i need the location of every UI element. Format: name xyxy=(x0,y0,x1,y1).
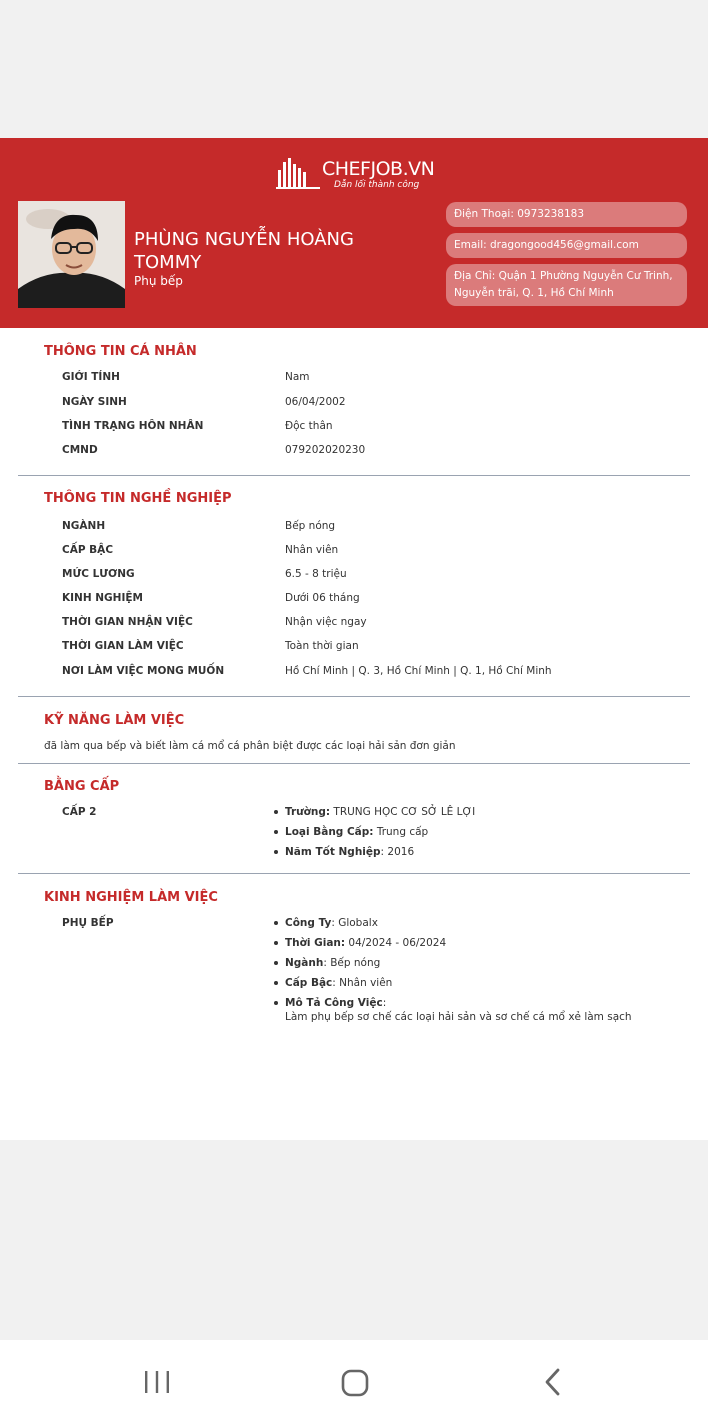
row-label: THỜI GIAN NHẬN VIỆC xyxy=(62,616,193,628)
career-section-title: THÔNG TIN NGHỀ NGHIỆP xyxy=(44,491,232,506)
list-item xyxy=(273,822,475,842)
row-label: TÌNH TRẠNG HÔN NHÂN xyxy=(62,420,204,432)
system-nav-bar xyxy=(0,1340,708,1423)
brand-slogan: Dẫn lối thành công xyxy=(334,180,420,190)
candidate-role: Phụ bếp xyxy=(134,274,183,288)
detail-key: Năm Tốt Nghiệp xyxy=(285,846,381,858)
cv-content xyxy=(0,328,708,1140)
section-divider xyxy=(18,873,690,874)
profile-photo-icon xyxy=(18,201,125,308)
cv-header xyxy=(0,138,708,328)
list-item xyxy=(273,842,475,862)
job-description: Làm phụ bếp sơ chế các loại hải sản và sơ chế cá mổ xẻ làm sạch xyxy=(285,1011,632,1023)
detail-value: : Bếp nóng xyxy=(323,957,381,969)
skills-text: đã làm qua bếp và biết làm cá mổ cá phân biệt được các loại hải sản đơn giản xyxy=(44,740,456,752)
row-label: NƠI LÀM VIỆC MONG MUỐN xyxy=(62,665,225,677)
back-icon[interactable] xyxy=(542,1368,564,1396)
section-divider xyxy=(18,696,690,697)
home-icon[interactable] xyxy=(340,1368,370,1398)
detail-colon: : xyxy=(382,997,387,1009)
experience-details xyxy=(273,913,632,1024)
row-value: 6.5 - 8 triệu xyxy=(285,568,347,580)
detail-value: : 2016 xyxy=(380,846,415,858)
candidate-name xyxy=(134,228,434,274)
detail-value: : Nhân viên xyxy=(332,977,393,989)
row-value: Bếp nóng xyxy=(285,520,336,532)
detail-value: Trung cấp xyxy=(373,826,429,838)
detail-key: Thời Gian: xyxy=(285,937,346,949)
detail-key: Cấp Bậc xyxy=(285,977,333,989)
detail-key: Mô Tả Công Việc xyxy=(285,997,383,1009)
detail-value: TRUNG HỌC CƠ SỞ LÊ LỢI xyxy=(330,806,476,818)
row-label: MỨC LƯƠNG xyxy=(62,568,135,580)
phone-pill[interactable] xyxy=(446,202,687,227)
email-pill[interactable] xyxy=(446,233,687,258)
detail-value: 04/2024 - 06/2024 xyxy=(345,937,447,949)
address-pill xyxy=(446,264,687,306)
avatar xyxy=(18,201,125,308)
row-label: GIỚI TÍNH xyxy=(62,371,120,383)
row-value: Dưới 06 tháng xyxy=(285,592,360,604)
experience-section-title: KINH NGHIỆM LÀM VIỆC xyxy=(44,890,218,905)
experience-label: PHỤ BẾP xyxy=(62,917,114,929)
degree-label: CẤP 2 xyxy=(62,806,97,818)
detail-key: Trường: xyxy=(285,806,331,818)
phone-text: Điện Thoại: 0973238183 xyxy=(454,208,585,220)
detail-key: Công Ty xyxy=(285,917,332,929)
list-item xyxy=(273,993,632,1024)
brand-name: CHEFJOB.VN xyxy=(322,158,435,180)
candidate-name-line2: TOMMY xyxy=(134,252,202,273)
degree-section-title: BẰNG CẤP xyxy=(44,779,120,794)
section-divider xyxy=(18,475,690,476)
list-item xyxy=(273,933,632,953)
row-value: Độc thân xyxy=(285,420,333,432)
row-label: KINH NGHIỆM xyxy=(62,592,143,604)
list-item xyxy=(273,953,632,973)
row-label: CẤP BẬC xyxy=(62,544,114,556)
personal-section-title: THÔNG TIN CÁ NHÂN xyxy=(44,344,197,359)
list-item xyxy=(273,973,632,993)
section-divider xyxy=(18,763,690,764)
address-line2: Nguyễn trãi, Q. 1, Hồ Chí Minh xyxy=(454,287,614,299)
row-value: Nam xyxy=(285,371,310,383)
row-label: CMND xyxy=(62,444,98,456)
row-value: Nhân viên xyxy=(285,544,339,556)
skills-section-title: KỸ NĂNG LÀM VIỆC xyxy=(44,713,185,728)
detail-key: Loại Bằng Cấp: xyxy=(285,826,374,838)
row-value: Toàn thời gian xyxy=(285,640,359,652)
email-text: Email: dragongood456@gmail.com xyxy=(454,239,639,251)
candidate-name-line1: PHÙNG NGUYỄN HOÀNG xyxy=(134,229,354,250)
address-line1: Địa Chỉ: Quận 1 Phường Nguyễn Cư Trinh, xyxy=(454,270,673,282)
detail-value: : Globalx xyxy=(331,917,378,929)
row-value: Hồ Chí Minh | Q. 3, Hồ Chí Minh | Q. 1, Hồ Chí Minh xyxy=(285,665,552,677)
row-value: Nhận việc ngay xyxy=(285,616,367,628)
row-label: NGÀNH xyxy=(62,520,106,532)
row-value: 079202020230 xyxy=(285,444,366,456)
list-item xyxy=(273,913,632,933)
degree-details xyxy=(273,802,475,862)
brand-logo xyxy=(276,158,446,194)
list-item xyxy=(273,802,475,822)
detail-key: Ngành xyxy=(285,957,324,969)
row-value: 06/04/2002 xyxy=(285,396,346,408)
recent-apps-icon[interactable] xyxy=(143,1368,171,1396)
row-label: NGÀY SINH xyxy=(62,396,127,408)
building-logo-icon xyxy=(276,158,320,190)
row-label: THỜI GIAN LÀM VIỆC xyxy=(62,640,184,652)
